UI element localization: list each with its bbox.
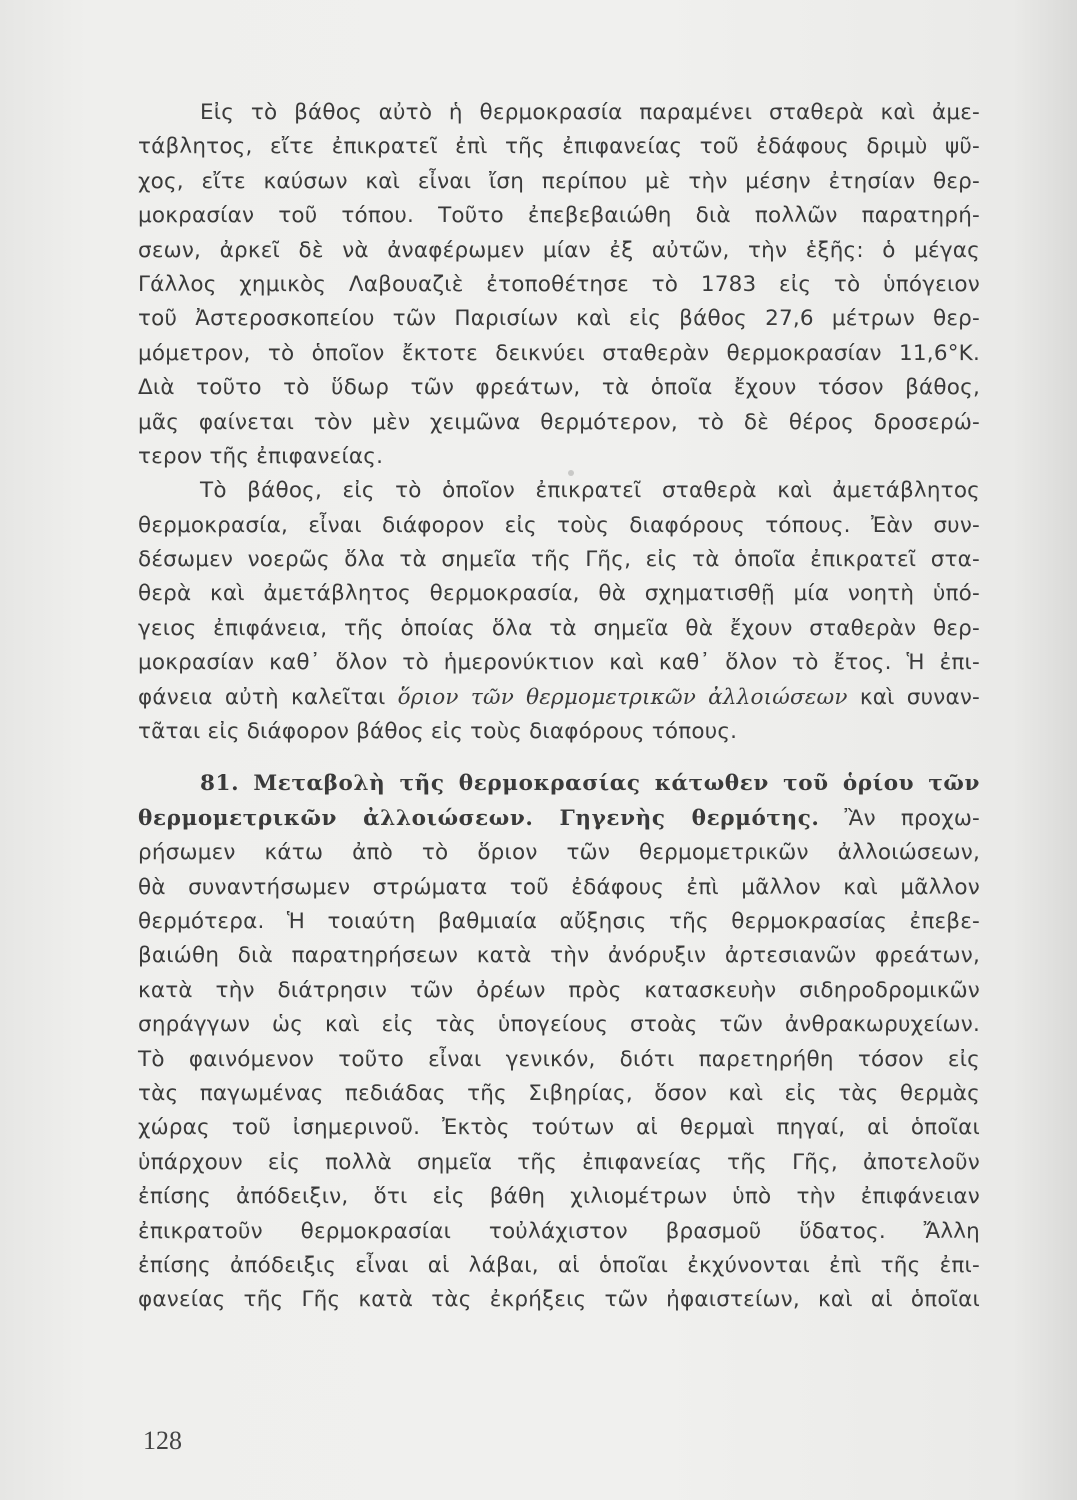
- page-number: 128: [143, 1426, 182, 1455]
- text-line: σηράγγων ὡς καὶ εἰς τὰς ὑπογείους στοὰς τῶν ἀνθρακωρυχείων.: [138, 1012, 980, 1038]
- text-line: θερὰ καὶ ἀμετάβλητος θερμοκρασία, θὰ σχηματισθῇ μία νοητὴ ὑπό-: [138, 581, 980, 607]
- text-run: Ἂν προχω-: [819, 805, 980, 831]
- text-line: δέσωμεν νοερῶς ὅλα τὰ σημεῖα τῆς Γῆς, εἰς τὰ ὁποῖα ἐπικρατεῖ στα-: [138, 547, 980, 573]
- text-line: Διὰ τοῦτο τὸ ὕδωρ τῶν φρεάτων, τὰ ὁποῖα ἔχουν τόσον βάθος,: [138, 375, 980, 401]
- text-line: μοκρασίαν τοῦ τόπου. Τοῦτο ἐπεβεβαιώθη διὰ πολλῶν παρατηρή-: [138, 203, 980, 229]
- text-line: τοῦ Ἀστεροσκοπείου τῶν Παρισίων καὶ εἰς βάθος 27,6 μέτρων θερ-: [138, 306, 980, 332]
- section-heading: 81. Μεταβολὴ τῆς θερμοκρασίας κάτωθεν τοῦ ὁρίου τῶν: [200, 771, 980, 797]
- text-line: σεων, ἀρκεῖ δὲ νὰ ἀναφέρωμεν μίαν ἐξ αὐτῶν, τὴν ἑξῆς: ὁ μέγας: [138, 237, 980, 263]
- text-line: ἐπικρατοῦν θερμοκρασίαι τοὐλάχιστον βρασμοῦ ὕδατος. Ἄλλη: [138, 1218, 980, 1244]
- text-run: φάνεια αὐτὴ καλεῖται: [138, 684, 398, 710]
- section-81: [138, 767, 980, 1317]
- text-line: ἐπίσης ἀπόδειξις εἶναι αἱ λάβαι, αἱ ὁποῖαι ἐκχύνονται ἐπὶ τῆς ἐπι-: [138, 1252, 980, 1278]
- text-line: Γάλλος χημικὸς Λαβουαζιὲ ἐτοποθέτησε τὸ 1783 εἰς τὸ ὑπόγειον: [138, 271, 980, 297]
- text-line: φανείας τῆς Γῆς κατὰ τὰς ἐκρήξεις τῶν ἠφαιστείων, καὶ αἱ ὁποῖαι: [138, 1287, 980, 1313]
- text-line: Τὸ φαινόμενον τοῦτο εἶναι γενικόν, διότι παρετηρήθη τόσον εἰς: [138, 1046, 980, 1072]
- text-line: τερον τῆς ἐπιφανείας.: [138, 443, 384, 469]
- section-heading-cont: θερμομετρικῶν ἀλλοιώσεων. Γηγενὴς θερμότης.: [138, 805, 820, 831]
- text-line: θερμοκρασία, εἶναι διάφορον εἰς τοὺς διαφόρους τόπους. Ἐὰν συν-: [138, 512, 980, 538]
- text-line: γειος ἐπιφάνεια, τῆς ὁποίας ὅλα τὰ σημεῖα θὰ ἔχουν σταθερὰν θερ-: [138, 615, 980, 641]
- text-line: ὑπάρχουν εἰς πολλὰ σημεῖα τῆς ἐπιφανείας τῆς Γῆς, ἀποτελοῦν: [138, 1149, 980, 1175]
- text-run: καὶ συναν-: [847, 684, 980, 710]
- text-line: τᾶται εἰς διάφορον βάθος εἰς τοὺς διαφόρους τόπους.: [138, 719, 738, 745]
- text-line: Τὸ βάθος, εἰς τὸ ὁποῖον ἐπικρατεῖ σταθερὰ καὶ ἀμετάβλητος: [200, 478, 980, 504]
- text-line: βαιώθη διὰ παρατηρήσεων κατὰ τὴν ἀνόρυξιν ἀρτεσιανῶν φρεάτων,: [138, 943, 980, 969]
- page-body: [138, 96, 980, 1318]
- text-line: τάβλητος, εἴτε ἐπικρατεῖ ἐπὶ τῆς ἐπιφανείας τοῦ ἐδάφους δριμὺ ψῦ-: [138, 134, 980, 160]
- text-line: [138, 802, 980, 836]
- emphasized-term: ὅριον τῶν θερμομετρικῶν ἀλλοιώσεων: [397, 684, 848, 710]
- text-line: ρήσωμεν κάτω ἀπὸ τὸ ὅριον τῶν θερμομετρικῶν ἀλλοιώσεων,: [138, 840, 980, 866]
- text-line: τὰς παγωμένας πεδιάδας τῆς Σιβηρίας, ὅσον καὶ εἰς τὰς θερμὰς: [138, 1080, 980, 1106]
- paragraph-1: [138, 96, 980, 474]
- text-line: ἐπίσης ἀπόδειξιν, ὅτι εἰς βάθη χιλιομέτρων ὑπὸ τὴν ἐπιφάνειαν: [138, 1184, 980, 1210]
- text-line: [138, 681, 980, 715]
- text-line: χώρας τοῦ ἰσημερινοῦ. Ἐκτὸς τούτων αἱ θερμαὶ πηγαί, αἱ ὁποῖαι: [138, 1115, 980, 1141]
- text-line: θερμότερα. Ἡ τοιαύτη βαθμιαία αὔξησις τῆς θερμοκρασίας ἐπεβε-: [138, 908, 980, 934]
- text-line: Εἰς τὸ βάθος αὐτὸ ἡ θερμοκρασία παραμένει σταθερὰ καὶ ἀμε-: [200, 100, 980, 125]
- text-line: κατὰ τὴν διάτρησιν τῶν ὀρέων πρὸς κατασκευὴν σιδηροδρομικῶν: [138, 977, 980, 1003]
- text-line: μόμετρον, τὸ ὁποῖον ἔκτοτε δεικνύει σταθερὰν θερμοκρασίαν 11,6°Κ.: [138, 340, 980, 366]
- text-line: μᾶς φαίνεται τὸν μὲν χειμῶνα θερμότερον, τὸ δὲ θέρος δροσερώ-: [138, 409, 980, 435]
- paragraph-2: [138, 474, 980, 749]
- text-line: θὰ συναντήσωμεν στρώματα τοῦ ἐδάφους ἐπὶ μᾶλλον καὶ μᾶλλον: [138, 874, 980, 900]
- text-line: μοκρασίαν καθ᾿ ὅλον τὸ ἡμερονύκτιον καὶ καθ᾿ ὅλον τὸ ἔτος. Ἡ ἐπι-: [138, 650, 980, 676]
- text-line: χος, εἴτε καύσων καὶ εἶναι ἴση περίπου μὲ τὴν μέσην ἐτησίαν θερ-: [138, 168, 980, 194]
